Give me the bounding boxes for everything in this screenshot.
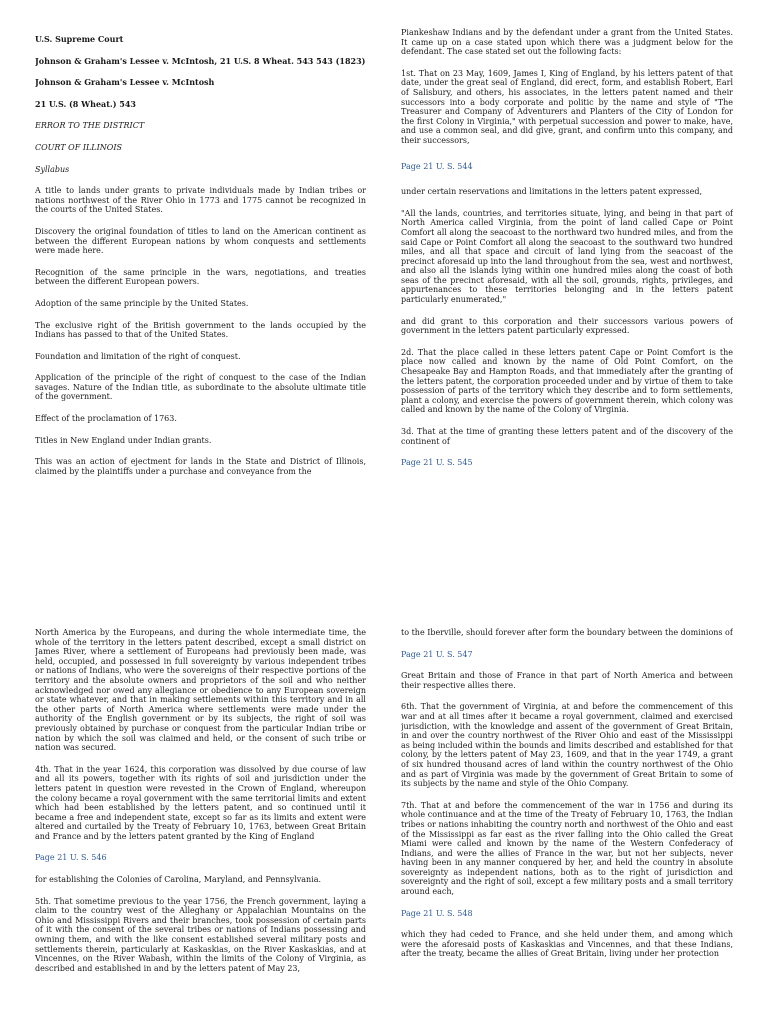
- top-right-column: [401, 0, 733, 512]
- page-reference-link[interactable]: Page 21 U. S. 547: [401, 649, 473, 659]
- error-to-heading: ERROR TO THE DISTRICT: [35, 121, 145, 131]
- body-paragraph: 1st. That on 23 May, 1609, James I, King of England, by his letters patent of that date, under the great seal of England, did erect, form, and establish Robert, Earl of Salisbury, and others, his associates, in the letters patent named and their successors into a body corporate and politic by the name and style of "The Treasurer and Company of Adventurers and Planters of the City of London for the first Colony in Virginia," with perpetual succession and power to make, have, and use a common seal, and did give, grant, and confirm unto this company, and their successors,: [401, 68, 733, 145]
- case-name: Johnson & Graham's Lessee v. McIntosh: [35, 77, 215, 88]
- body-paragraph: 5th. That sometime previous to the year 1756, the French government, laying a claim to the country west of the Alleghany or Appalachian Mountains on the Ohio and Mississippi Rivers and their branches, took possession of certain parts of it with the consent of the several tribes or nations of Indians possessing and owning them, and with the like consent established several military posts and settlements therein, particularly at Kaskaskias, on the River Kaskaskias, and at Vincennes, on the River Wabash, within the limits of the Colony of Virginia, as described and established in and by the letters patent of May 23,: [35, 896, 366, 973]
- body-paragraph: North America by the Europeans, and during the whole intermediate time, the whole of the territory in the letters patent described, except a small district on James River, where a settlement of Europeans had previously been made, was held, occupied, and possessed in full sovereignty by various independent tribes or nations of Indians, who were the sovereigns of their respective portions of the territory and the absolute owners and proprietors of the soil and who neither acknowledged nor owed any allegiance or obedience to any European sovereign or state whatever, and that in making settlements within this territory and in all the other parts of North America where settlements were made under the authority of the English government or by its subjects, the right of soil was previously obtained by purchase or conquest from the particular Indian tribe or nation by which the soil was claimed and held, or the consent of such tribe or nation was secured.: [35, 628, 366, 753]
- body-paragraph: 6th. That the government of Virginia, at and before the commencement of this war and at all times after it became a royal government, claimed and exercised jurisdiction, with the knowledge and assent of the government of Great Britain, in and over the country northwest of the River Ohio and east of the Mississippi as being included within the bounds and limits described and established for that colony, by the letters patent of May 23, 1609, and that in the year 1749, a grant of six hundred thousand acres of land within the country northwest of the Ohio and as part of Virginia was made by the government of Great Britain to some of its subjects by the name and style of the Ohio Company.: [401, 702, 733, 789]
- syllabus-paragraph: Foundation and limitation of the right of conquest.: [35, 351, 241, 361]
- body-paragraph: 4th. That in the year 1624, this corporation was dissolved by due course of law and all its powers, together with its rights of soil and jurisdiction under the letters patent in question were revested in the Crown of England, whereupon the colony became a royal government with the same territorial limits and extent which had been established by the letters patent, and so continued until it became a free and independent state, except so far as its limits and extent were altered and curtailed by the Treaty of February 10, 1763, between Great Britain and France and by the letters patent granted by the King of England: [35, 764, 366, 841]
- bottom-left-column: [35, 512, 366, 1024]
- syllabus-paragraph: Discovery the original foundation of titles to land on the American continent as between the different European nations by whom conquests and settlements were made here.: [35, 226, 366, 256]
- page-reference-link[interactable]: Page 21 U. S. 546: [35, 853, 107, 863]
- syllabus-paragraph: Recognition of the same principle in the wars, negotiations, and treaties between the different European powers.: [35, 267, 366, 287]
- body-paragraph: for establishing the Colonies of Carolina, Maryland, and Pennsylvania.: [35, 875, 322, 885]
- page-reference-link[interactable]: Page 21 U. S. 545: [401, 458, 473, 468]
- body-paragraph: Great Britain and those of France in that part of North America and between their respective allies there.: [401, 671, 733, 690]
- court-of-heading: COURT OF ILLINOIS: [35, 142, 122, 152]
- bottom-right-column: [401, 512, 733, 1024]
- page-bottom-half: [0, 512, 768, 1024]
- page-reference-link[interactable]: Page 21 U. S. 548: [401, 908, 473, 918]
- syllabus-paragraph: Effect of the proclamation of 1763.: [35, 414, 177, 424]
- body-paragraph: 2d. That the place called in these letters patent Cape or Point Comfort is the place now called and known by the name of Old Point Comfort, on the Chesapeake Bay and Hampton Roads, and that immediately after the granting of the letters patent, the corporation proceeded under and by virtue of them to take possession of parts of the territory which they describe and to form settlements, plant a colony, and exercise the powers of government therein, which colony was called and known by the name of the Colony of Virginia.: [401, 347, 733, 415]
- body-paragraph: to the Iberville, should forever after form the boundary between the dominions of: [401, 628, 733, 637]
- body-paragraph: This was an action of ejectment for lands in the State and District of Illinois, claimed by the plaintiffs under a purchase and conveyance from the: [35, 457, 366, 476]
- syllabus-paragraph: Adoption of the same principle by the United States.: [35, 298, 249, 308]
- body-paragraph: under certain reservations and limitations in the letters patent expressed,: [401, 187, 703, 197]
- top-left-column: [35, 0, 366, 512]
- court-heading: U.S. Supreme Court: [35, 34, 124, 44]
- syllabus-paragraph: Application of the principle of the right of conquest to the case of the Indian savages. Nature of the Indian title, as subordinate to the absolute ultimate title of the government.: [35, 373, 366, 402]
- reporter-citation: 21 U.S. (8 Wheat.) 543: [35, 98, 136, 109]
- body-paragraph: and did grant to this corporation and their successors various powers of government in the letters patent particularly expressed.: [401, 316, 733, 336]
- page-reference-link[interactable]: Page 21 U. S. 544: [401, 161, 473, 171]
- body-paragraph: Piankeshaw Indians and by the defendant under a grant from the United States. It came up on a case stated upon which there was a judgment below for the defendant. The case stated set out the following facts:: [401, 28, 733, 57]
- case-citation: Johnson & Graham's Lessee v. McIntosh, 21 U.S. 8 Wheat. 543 543 (1823): [35, 55, 366, 66]
- body-paragraph: which they had ceded to France, and she held under them, and among which were the aforesaid posts of Kaskaskias and Vincennes, and that these Indians, after the treaty, became the allies of Great Britain, living under her protection: [401, 930, 733, 959]
- quoted-paragraph: "All the lands, countries, and territories situate, lying, and being in that part of North America called Virginia, from the point of land called Cape or Point Comfort all along the seacoast to the northward two hundred miles, and from the said Cape or Point Comfort all along the seacoast to the southward two hundred miles, and all that space and circuit of land lying from the seacoast of the precinct aforesaid up into the land throughout from the sea, west and northwest, and also all the islands lying within one hundred miles along the coast of both seas of the precinct aforesaid, with all the soil, grounds, rights, privileges, and appurtenances to these territories belonging and in the letters patent particularly enumerated,": [401, 208, 733, 305]
- syllabus-paragraph: Titles in New England under Indian grants.: [35, 435, 212, 445]
- body-paragraph: 7th. That at and before the commencement of the war in 1756 and during its whole continuance and at the time of the Treaty of February 10, 1763, the Indian tribes or nations inhabiting the country north and northwest of the Ohio and east of the Mississippi as far east as the river falling into the Ohio called the Great Miami were called and known by the name of the Western Confederacy of Indians, and were the allies of France in the war, but not her subjects, never having been in any manner conquered by her, and held the country in absolute sovereignty as independent nations, both as to the right of jurisdiction and sovereignty and the right of soil, except a few military posts and a small territory around each,: [401, 800, 733, 897]
- syllabus-paragraph: The exclusive right of the British government to the lands occupied by the Indians has passed to that of the United States.: [35, 320, 366, 340]
- syllabus-paragraph: A title to lands under grants to private individuals made by Indian tribes or nations northwest of the River Ohio in 1773 and 1775 cannot be recognized in the courts of the United States.: [35, 186, 366, 215]
- syllabus-label: Syllabus: [35, 164, 70, 174]
- body-paragraph: 3d. That at the time of granting these letters patent and of the discovery of the continent of: [401, 427, 733, 446]
